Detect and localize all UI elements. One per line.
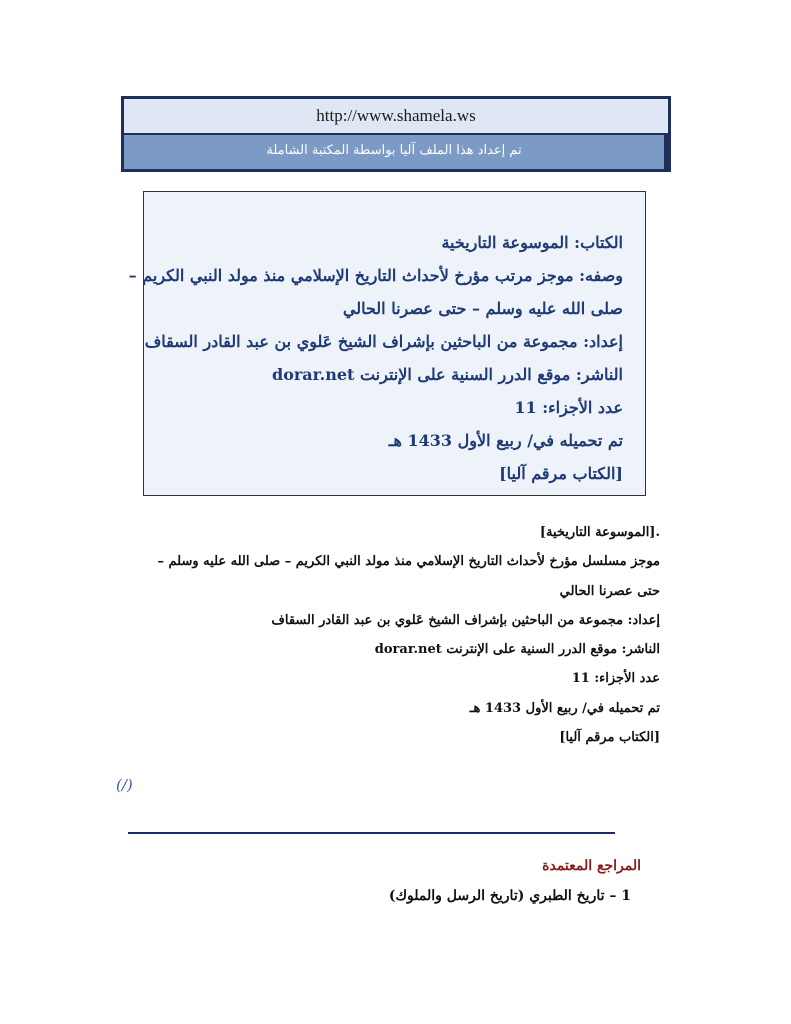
body-download-date: تم تحميله في/ ربيع الأول 1433 هـ	[469, 700, 660, 716]
footnote-marker: (/)	[116, 776, 133, 794]
body-description: موجز مسلسل مؤرخ لأحداث التاريخ الإسلامي منذ مولد النبي الكريم – صلى الله عليه وسلم –	[157, 554, 660, 570]
section-divider	[128, 832, 615, 834]
body-description-cont: حتى عصرنا الحالي	[559, 583, 660, 599]
body-publisher: الناشر: موقع الدرر السنية على الإنترنت dorar.net	[374, 642, 660, 658]
body-volumes: عدد الأجزاء: 11	[571, 671, 660, 687]
body-numbering-note: [الكتاب مرقم آليا]	[559, 730, 660, 746]
info-title: الكتاب: الموسوعة التاريخية	[441, 233, 623, 252]
body-author: إعداد: مجموعة من الباحثين بإشراف الشيخ عَلوي بن عبد القادر السقاف	[271, 612, 660, 628]
source-url[interactable]: http://www.shamela.ws	[124, 99, 668, 135]
info-volumes: عدد الأجزاء: 11	[514, 398, 623, 417]
reference-item: 1 – تاريخ الطبري (تاريخ الرسل والملوك)	[388, 888, 631, 904]
book-info-box	[128, 191, 646, 496]
info-publisher: الناشر: موقع الدرر السنية على الإنترنت dorar.net	[272, 365, 623, 384]
body-title: .[الموسوعة التاريخية]	[539, 525, 660, 540]
references-heading: المراجع المعتمدة	[542, 858, 641, 874]
generated-note: تم إعداد هذا الملف آليا بواسطة المكتبة الشاملة	[124, 135, 668, 169]
info-numbering-note: [الكتاب مرقم آليا]	[499, 464, 623, 483]
info-description-cont: صلى الله عليه وسلم – حتى عصرنا الحالي	[342, 299, 623, 318]
header-box	[121, 96, 671, 172]
info-author: إعداد: مجموعة من الباحثين بإشراف الشيخ عَلوي بن عبد القادر السقاف	[144, 332, 623, 351]
info-download-date: تم تحميله في/ ربيع الأول 1433 هـ	[388, 431, 623, 450]
body-text	[132, 518, 660, 752]
info-description: وصفه: موجز مرتب مؤرخ لأحداث التاريخ الإسلامي منذ مولد النبي الكريم –	[128, 266, 623, 285]
